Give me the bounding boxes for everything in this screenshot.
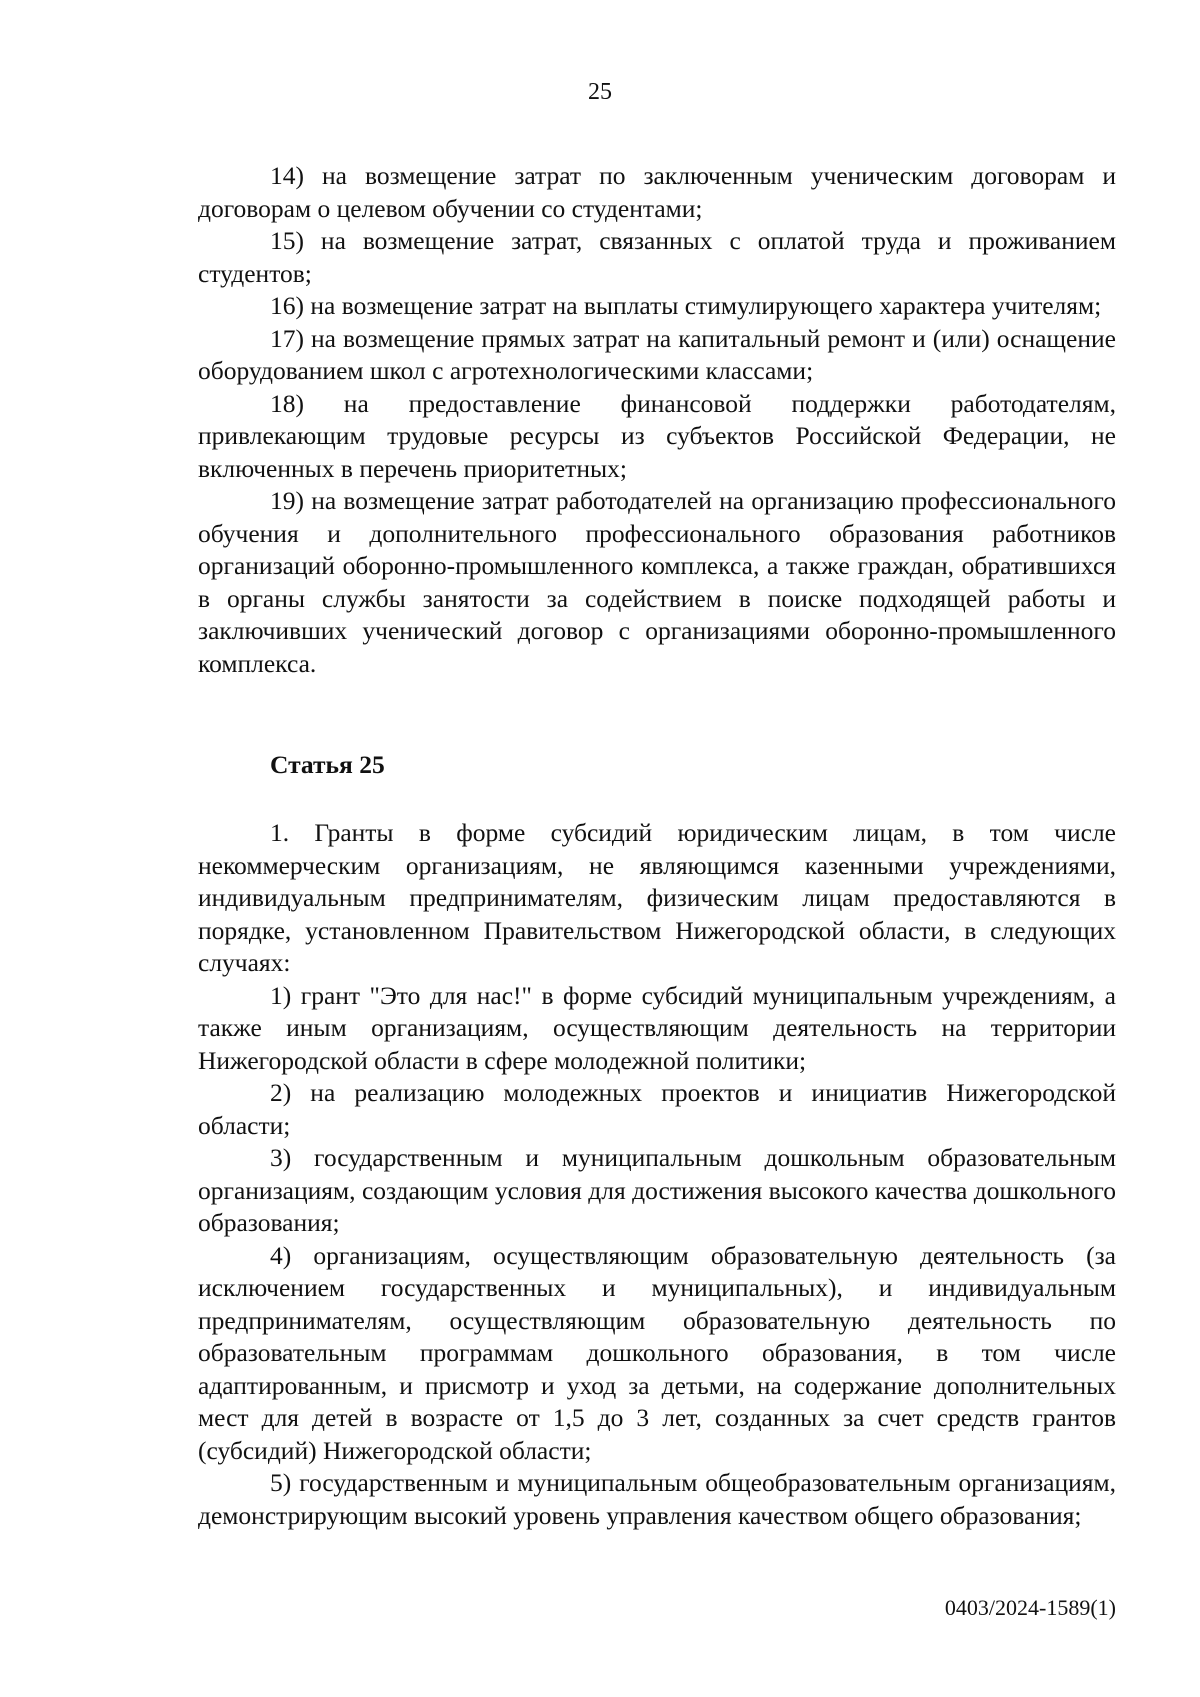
list-item-17: 17) на возмещение прямых затрат на капитальный ремонт и (или) оснащение оборудованием школ с агротехнологическими классами;: [198, 323, 1116, 385]
document-code: 0403/2024-1589(1): [944, 1595, 1116, 1620]
article-body: [198, 817, 1116, 1532]
article-subitem-3: 3) государственным и муниципальным дошкольным образовательным организациям, создающим условия для достижения высокого качества дошкольного образования;: [198, 1143, 1116, 1237]
article-subitem-4: 4) организациям, осуществляющим образовательную деятельность (за исключением государственных и муниципальных), и индивидуальным предпринимателям, осуществляющим образовательную деятельность по образовательным программам дошкольного образования, в том числе адаптированным, и присмотр и уход за детьми, на содержание дополнительных мест для детей в возрасте от 1,5 до 3 лет, созданных за счет средств грантов (субсидий) Нижегородской области;: [198, 1240, 1116, 1465]
article-heading: Статья 25: [270, 750, 385, 779]
article-subitem-5: 5) государственным и муниципальным общеобразовательным организациям, демонстрирующим высокий уровень управления качеством общего образования;: [198, 1468, 1116, 1530]
article-paragraph-1: 1. Гранты в форме субсидий юридическим лицам, в том числе некоммерческим организациям, не являющимся казенными учреждениями, индивидуальным предпринимателям, физическим лицам предоставляются в порядке, установленном Правительством Нижегородской области, в следующих случаях:: [198, 818, 1116, 977]
list-item-16: 16) на возмещение затрат на выплаты стимулирующего характера учителям;: [270, 291, 1102, 320]
list-item-19: 19) на возмещение затрат работодателей на организацию профессионального обучения и дополнительного профессионального образования работников организаций оборонно-промышленного комплекса, а также граждан, обратившихся в органы службы занятости за содействием в поиске подходящей работы и заключивших ученический договор с организациями оборонно-промышленного комплекса.: [198, 486, 1116, 678]
list-item-15: 15) на возмещение затрат, связанных с оплатой труда и проживанием студентов;: [198, 226, 1116, 288]
list-item-14: 14) на возмещение затрат по заключенным ученическим договорам и договорам о целевом обучении со студентами;: [198, 161, 1116, 223]
list-item-18: 18) на предоставление финансовой поддержки работодателям, привлекающим трудовые ресурсы из субъектов Российской Федерации, не включенных в перечень приоритетных;: [198, 388, 1116, 483]
page-number: 25: [588, 79, 612, 105]
article-subitem-2: 2) на реализацию молодежных проектов и инициатив Нижегородской области;: [198, 1078, 1116, 1140]
list-continuation: [198, 160, 1116, 680]
article-subitem-1: 1) грант "Это для нас!" в форме субсидий муниципальным учреждениям, а также иным организациям, осуществляющим деятельность на территории Нижегородской области в сфере молодежной политики;: [198, 980, 1116, 1075]
